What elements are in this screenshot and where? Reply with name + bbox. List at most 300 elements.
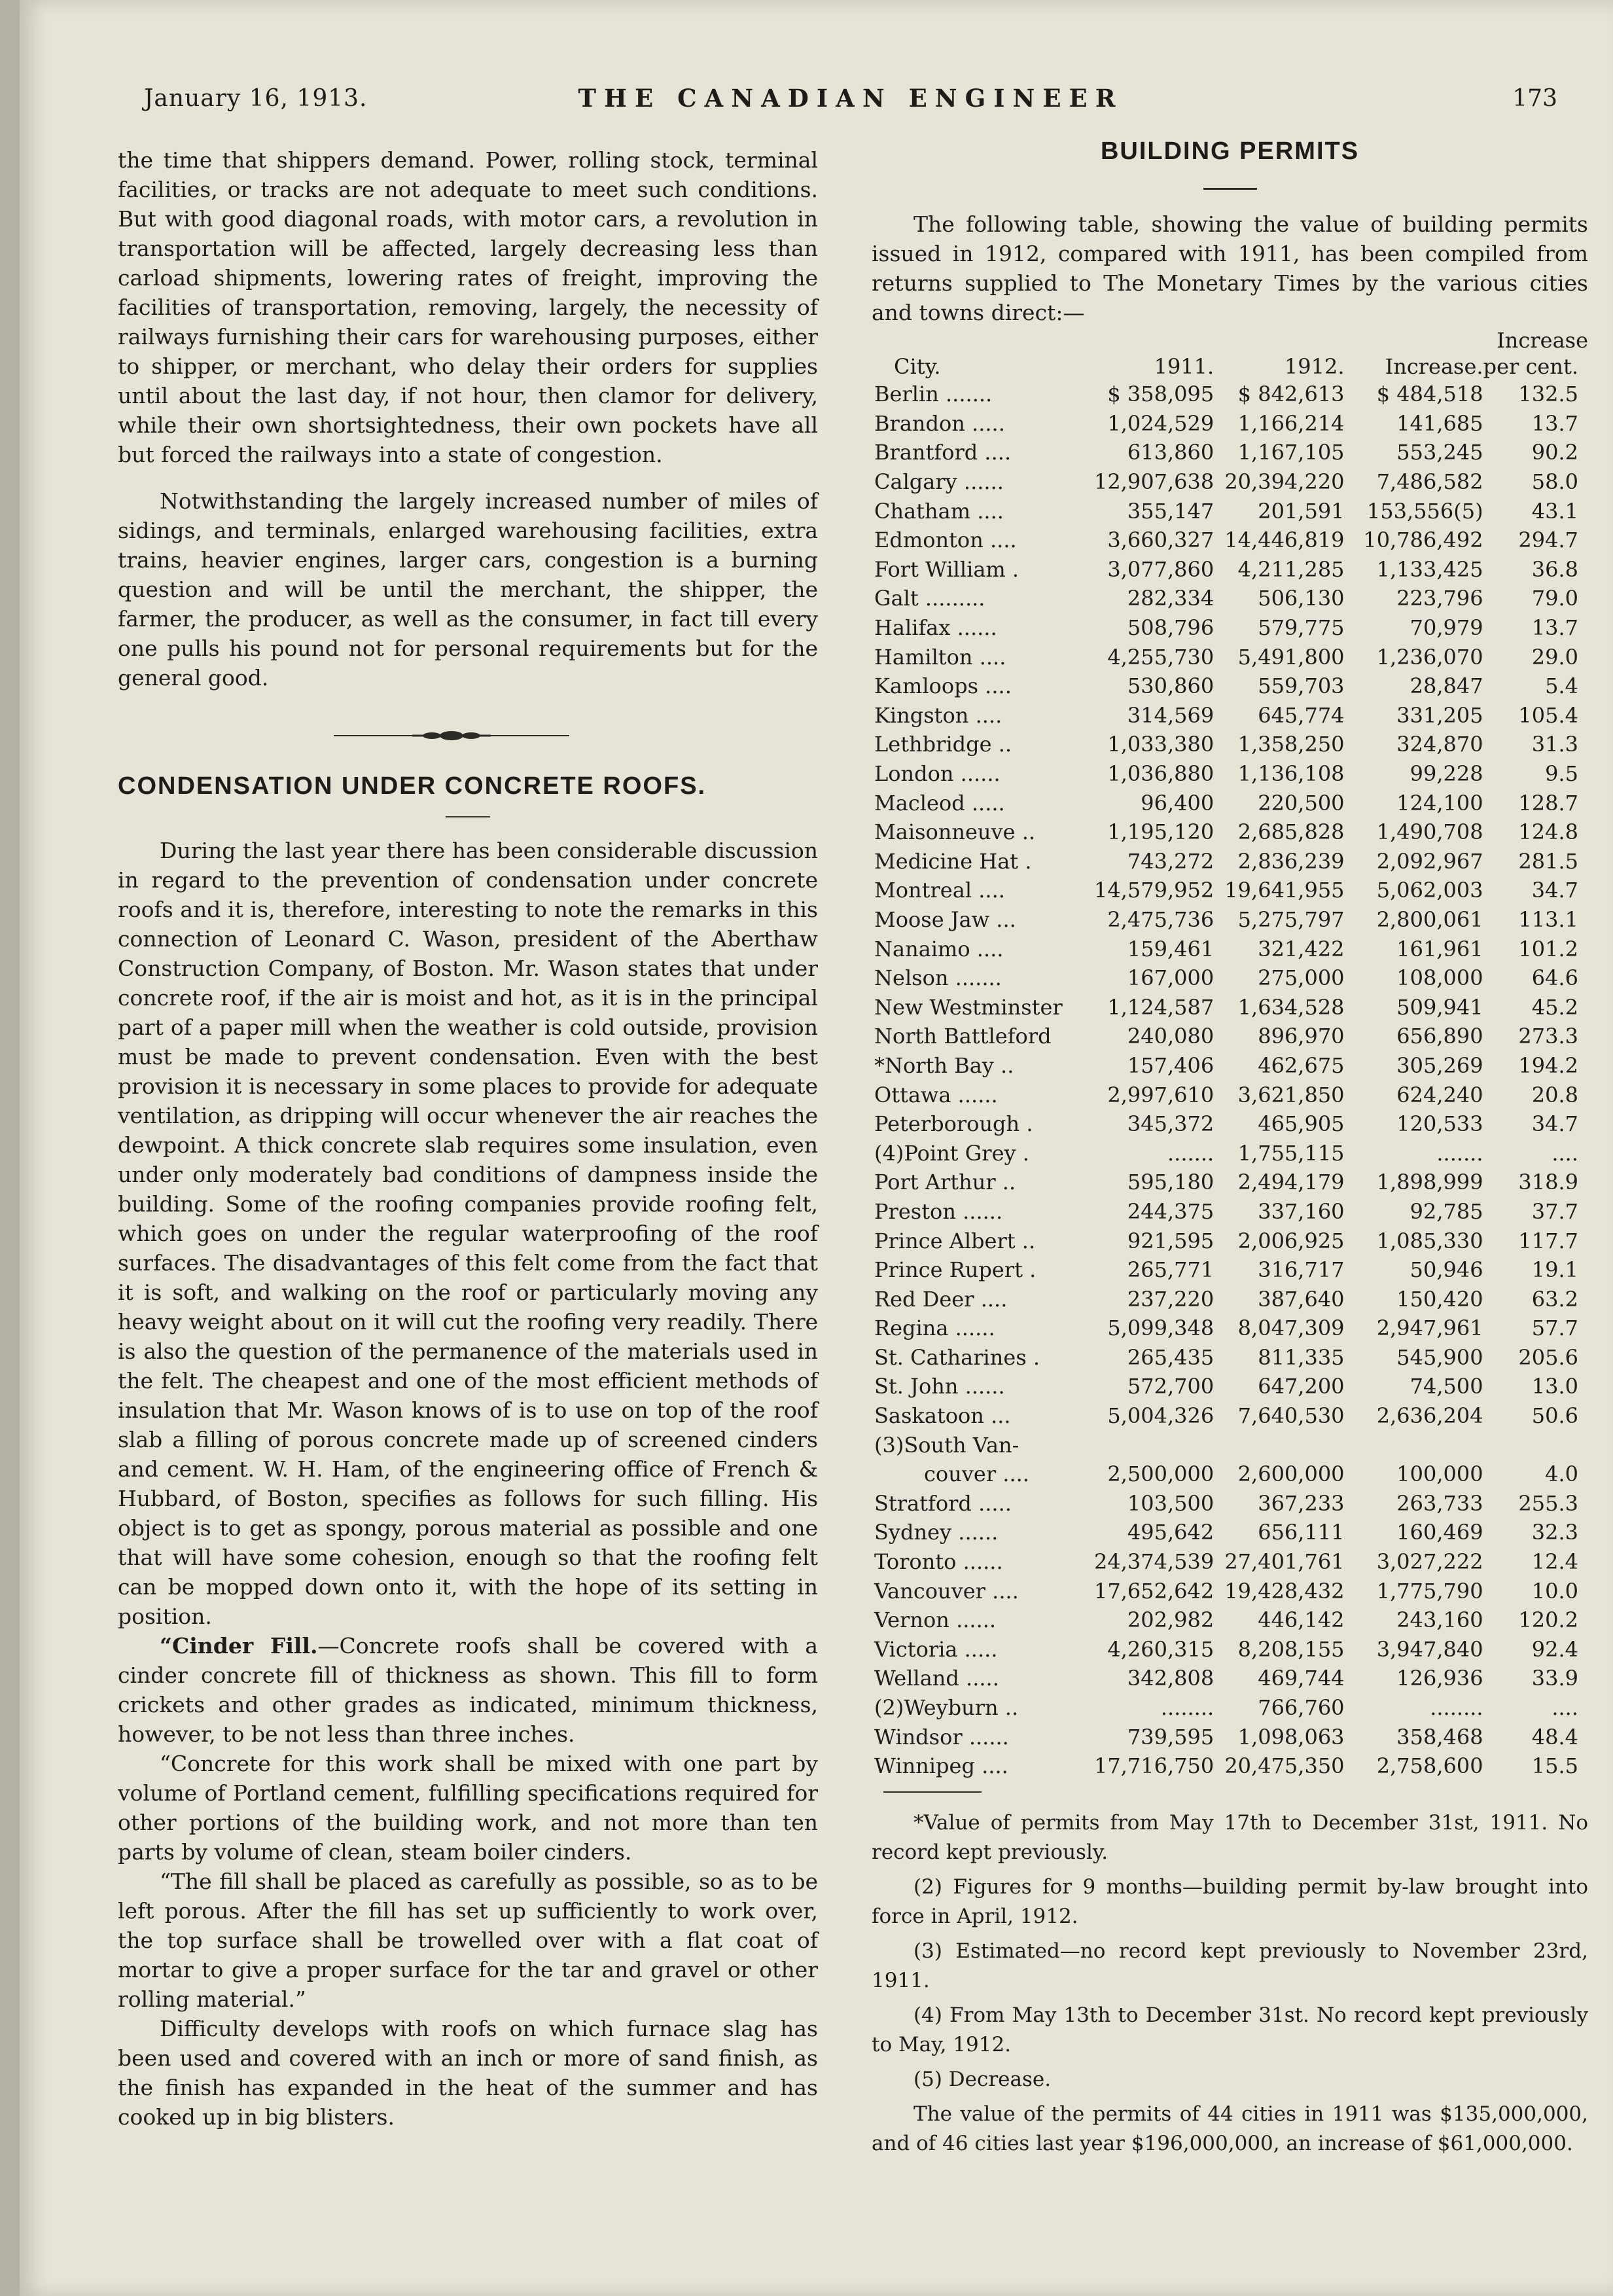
table-row xyxy=(872,555,1578,584)
cell-city: Edmonton .... xyxy=(874,528,1017,553)
cell-1912: 506,130 xyxy=(1258,586,1345,611)
cell-percent: 34.7 xyxy=(1531,878,1578,903)
cell-1911: 14,579,952 xyxy=(1093,878,1214,903)
column-header-1912: 1912. xyxy=(1284,354,1345,379)
cell-1912: 20,475,350 xyxy=(1224,1753,1345,1779)
table-row xyxy=(872,642,1578,672)
cell-percent: 15.5 xyxy=(1531,1753,1578,1779)
cell-1911: 96,400 xyxy=(1141,790,1214,816)
table-row xyxy=(872,613,1578,643)
table-row xyxy=(872,759,1578,789)
table-row xyxy=(872,876,1578,905)
table-row xyxy=(872,1693,1578,1723)
cell-1911: 265,771 xyxy=(1127,1257,1214,1283)
cell-city: Saskatoon ... xyxy=(874,1403,1011,1429)
cell-increase: 1,898,999 xyxy=(1376,1170,1483,1195)
cell-percent: 43.1 xyxy=(1531,498,1578,524)
cell-increase: 545,900 xyxy=(1396,1344,1483,1370)
cell-1911: 5,004,326 xyxy=(1107,1403,1214,1429)
cell-increase: 74,500 xyxy=(1409,1374,1483,1399)
cell-1912: 1,755,115 xyxy=(1237,1140,1345,1166)
cell-increase xyxy=(1345,1430,1483,1460)
cell-1911: 202,982 xyxy=(1127,1607,1214,1633)
table-row xyxy=(872,1518,1578,1547)
cell-1911: 2,475,736 xyxy=(1107,906,1214,932)
cell-percent: 255.3 xyxy=(1518,1490,1578,1516)
cell-percent: 194.2 xyxy=(1518,1052,1578,1078)
table-row xyxy=(872,1576,1578,1605)
cell-1912: 316,717 xyxy=(1258,1257,1345,1283)
cell-1911: 613,860 xyxy=(1127,440,1214,465)
cell-city: Brantford .... xyxy=(874,440,1012,465)
table-row xyxy=(872,1372,1578,1401)
article-paragraph: During the last year there has been considerable discussion in regard to the prevention of condensation under concrete roofs and it is, therefore, interesting to note the remarks in this connection of Leonard C. Wason, president of the Aberthaw Construction Company, of Boston. Mr. Wason states that under concrete roof, if the air is moist and hot, as it is in the principal part of a paper mill when the weather is cold outside, provision must be made to prevent condensation. Even with the best provision it is necessary in some places to provide for adequate ventilation, as dripping will occur whenever the air reaches the dewpoint. A thick concrete slab requires some insulation, even under only moderately bad conditions of dampness inside the building. Some of the roofing companies provide roofing felt, which goes on under the regular waterproofing of the roof surfaces. The disadvantages of this felt come from the fact that it is soft, and walking on the roof or particularly moving any heavy weight about on it will cut the roofing very readily. There is also the question of the permanence of the materials used in the felt. The cheapest and one of the most efficient methods of insulation that Mr. Wason knows of is to use on top of the roof slab a filling of porous concrete made up of screened cinders and cement. W. H. Ham, of the engineering office of French & Hubbard, of Boston, specifies as follows for such filling. His object is to get as spongy, porous material as possible and one that will have some cohesion, enough so that the roofing felt can be mopped down onto it, with the hope of its setting in position. xyxy=(118,838,818,1629)
cell-1912: 647,200 xyxy=(1258,1374,1345,1399)
cell-percent: 37.7 xyxy=(1531,1198,1578,1224)
table-row xyxy=(872,1460,1578,1489)
table-row xyxy=(872,1664,1578,1693)
cell-increase: 305,269 xyxy=(1396,1052,1483,1078)
column-header-city: City. xyxy=(894,354,941,379)
cell-percent: 132.5 xyxy=(1518,382,1578,407)
cell-1912: 766,760 xyxy=(1258,1695,1345,1721)
cell-city: Galt ......... xyxy=(874,586,985,611)
cell-1911: 314,569 xyxy=(1127,702,1214,728)
cell-1912 xyxy=(1214,1430,1344,1460)
page-header xyxy=(144,85,1557,124)
cell-increase: 324,870 xyxy=(1396,732,1483,757)
left-column xyxy=(118,145,818,2132)
cell-increase: 10,786,492 xyxy=(1363,528,1483,553)
cell-percent: 90.2 xyxy=(1531,440,1578,465)
cell-1911: ........ xyxy=(1160,1695,1214,1721)
cell-1912: 811,335 xyxy=(1258,1344,1345,1370)
table-row xyxy=(872,1022,1578,1051)
cell-city: Macleod ..... xyxy=(874,790,1005,816)
table-row xyxy=(872,438,1578,467)
quote-paragraph: “The fill shall be placed as carefully as possible, so as to be left porous. After the fill has set up sufficiently to work over, the top surface shall be trowelled over with a flat coat of mortar to give a proper surface for the tar and gravel or other rolling material.” xyxy=(118,1869,818,2012)
cell-increase: 5,062,003 xyxy=(1376,878,1483,903)
cell-1911: 244,375 xyxy=(1127,1198,1214,1224)
cell-city: Fort William . xyxy=(874,556,1019,582)
cell-increase: 124,100 xyxy=(1396,790,1483,816)
cell-increase: 150,420 xyxy=(1396,1286,1483,1312)
cell-percent: 113.1 xyxy=(1518,906,1578,932)
cell-1912: 579,775 xyxy=(1258,615,1345,641)
cell-increase: 656,890 xyxy=(1396,1024,1483,1049)
cell-city: Victoria ..... xyxy=(874,1636,998,1662)
cell-percent: 57.7 xyxy=(1531,1316,1578,1341)
cell-1911: 17,652,642 xyxy=(1093,1578,1214,1604)
table-row xyxy=(872,1197,1578,1227)
cell-1911: 4,260,315 xyxy=(1107,1636,1214,1662)
cell-1911: 3,660,327 xyxy=(1107,528,1214,553)
cell-1912: 20,394,220 xyxy=(1224,469,1345,495)
table-row xyxy=(872,1751,1578,1781)
table-footer-rule xyxy=(883,1791,982,1793)
cell-increase: 108,000 xyxy=(1396,965,1483,991)
cell-percent: 4.0 xyxy=(1545,1462,1578,1487)
cell-1911: 167,000 xyxy=(1127,965,1214,991)
cell-increase: 624,240 xyxy=(1396,1082,1483,1107)
cell-increase: 92,785 xyxy=(1409,1198,1483,1224)
cell-percent: 50.6 xyxy=(1531,1403,1578,1429)
table-row xyxy=(872,905,1578,935)
cell-1911: 921,595 xyxy=(1127,1228,1214,1253)
quote-paragraph: “Concrete for this work shall be mixed with one part by volume of Portland cement, fulfilling specifications required for other portions of the building work, and not more than ten parts by volume of clean, steam boiler cinders. xyxy=(118,1751,818,1865)
table-row xyxy=(872,1314,1578,1343)
cinder-fill-paragraph xyxy=(118,1631,818,1749)
table-row xyxy=(872,672,1578,701)
cell-increase: 50,946 xyxy=(1409,1257,1483,1283)
cell-1911: 3,077,860 xyxy=(1107,556,1214,582)
cell-1912: 337,160 xyxy=(1258,1198,1345,1224)
cell-1912: 462,675 xyxy=(1258,1052,1345,1078)
cell-1911: 159,461 xyxy=(1127,936,1214,961)
cell-city: Vancouver .... xyxy=(874,1578,1019,1604)
cell-increase: 120,533 xyxy=(1396,1111,1483,1137)
cell-increase: 3,027,222 xyxy=(1376,1549,1483,1575)
title-rule xyxy=(446,816,490,817)
cell-city: Red Deer .... xyxy=(874,1286,1008,1312)
cell-1911: ....... xyxy=(1167,1140,1214,1166)
table-row xyxy=(872,1168,1578,1197)
cell-1911: 5,099,348 xyxy=(1107,1316,1214,1341)
cell-percent: 13.0 xyxy=(1531,1374,1578,1399)
journal-title: THE CANADIAN ENGINEER xyxy=(578,84,1124,113)
column-header-increase: Increase. xyxy=(1385,354,1483,379)
table-body xyxy=(872,380,1578,1781)
table-row xyxy=(872,1401,1578,1431)
cell-city: Lethbridge .. xyxy=(874,732,1012,757)
cell-percent: 58.0 xyxy=(1531,469,1578,495)
cell-city: (4)Point Grey . xyxy=(874,1140,1029,1166)
cell-percent: 45.2 xyxy=(1531,994,1578,1020)
cell-city: Winnipeg .... xyxy=(874,1753,1008,1779)
cell-percent: .... xyxy=(1551,1695,1578,1721)
cell-city: Windsor ...... xyxy=(874,1724,1009,1749)
cell-1912: 446,142 xyxy=(1258,1607,1345,1633)
cell-1911: 157,406 xyxy=(1127,1052,1214,1078)
cell-1912: 1,167,105 xyxy=(1237,440,1345,465)
cell-1911: 595,180 xyxy=(1127,1170,1214,1195)
cell-city: Kingston .... xyxy=(874,702,1002,728)
cell-increase: 153,556(5) xyxy=(1366,498,1483,524)
cell-city: Nanaimo .... xyxy=(874,936,1004,961)
cell-increase: $ 484,518 xyxy=(1376,382,1483,407)
cell-percent xyxy=(1483,1430,1578,1460)
table-row xyxy=(872,1722,1578,1751)
cell-percent: 34.7 xyxy=(1531,1111,1578,1137)
cell-increase: 2,947,961 xyxy=(1376,1316,1483,1341)
cell-city: Moose Jaw ... xyxy=(874,906,1016,932)
table-note: (2) Figures for 9 months—building permit by-law brought into force in April, 1912. xyxy=(872,1874,1588,1928)
cell-1911: 2,500,000 xyxy=(1107,1462,1214,1487)
cell-increase: 1,490,708 xyxy=(1376,819,1483,845)
cell-increase: 1,236,070 xyxy=(1376,644,1483,670)
cell-percent: 13.7 xyxy=(1531,615,1578,641)
cell-city: Vernon ...... xyxy=(874,1607,997,1633)
cell-1912: 321,422 xyxy=(1258,936,1345,961)
cell-city: *North Bay .. xyxy=(874,1052,1014,1078)
cell-increase: 1,085,330 xyxy=(1376,1228,1483,1253)
cell-1912: 896,970 xyxy=(1258,1024,1345,1049)
cell-1911: 355,147 xyxy=(1127,498,1214,524)
cell-1912: 8,208,155 xyxy=(1237,1636,1345,1662)
cell-increase: 160,469 xyxy=(1396,1520,1483,1545)
table-row xyxy=(872,1226,1578,1255)
cell-1911: 17,716,750 xyxy=(1093,1753,1214,1779)
cell-1911: 572,700 xyxy=(1127,1374,1214,1399)
cell-1911: 24,374,539 xyxy=(1093,1549,1214,1575)
cell-percent: 79.0 xyxy=(1531,586,1578,611)
cell-1911: 508,796 xyxy=(1127,615,1214,641)
cell-1911: 530,860 xyxy=(1127,673,1214,699)
cell-1912: 2,600,000 xyxy=(1237,1462,1345,1487)
cell-1912: 1,098,063 xyxy=(1237,1724,1345,1749)
table-intro: The following table, showing the value of building permits issued in 1912, compared with 1911, has been compiled from returns supplied to The Monetary Times by the various cities and towns direct:— xyxy=(872,211,1588,325)
cell-1911: 240,080 xyxy=(1127,1024,1214,1049)
table-row xyxy=(872,1605,1578,1635)
cell-1912: 1,358,250 xyxy=(1237,732,1345,757)
table-row xyxy=(872,847,1578,876)
cell-1912: 559,703 xyxy=(1258,673,1345,699)
cell-city: couver .... xyxy=(924,1462,1029,1487)
cell-percent: 31.3 xyxy=(1531,732,1578,757)
table-row xyxy=(872,1284,1578,1314)
cell-1912: 14,446,819 xyxy=(1224,528,1345,553)
cell-percent: .... xyxy=(1551,1140,1578,1166)
cell-percent: 281.5 xyxy=(1518,848,1578,874)
table-row xyxy=(872,934,1578,963)
cell-1911: 1,036,880 xyxy=(1107,761,1214,787)
cell-1911: 237,220 xyxy=(1127,1286,1214,1312)
cell-increase: 100,000 xyxy=(1396,1462,1483,1487)
continued-paragraph: Notwithstanding the largely increased number of miles of sidings, and terminals, enlarged warehousing facilities, extra trains, heavier engines, larger cars, congestion is a burning question and will be until the merchant, the shipper, the farmer, the producer, as well as the consumer, in fact till every one pulls his pound not for personal requirements but for the general good. xyxy=(118,488,818,691)
cell-percent: 33.9 xyxy=(1531,1666,1578,1691)
table-row xyxy=(872,1547,1578,1577)
cell-increase: 509,941 xyxy=(1396,994,1483,1020)
table-row xyxy=(872,730,1578,759)
cell-city: Berlin ....... xyxy=(874,382,993,407)
cell-1912: 2,836,239 xyxy=(1237,848,1345,874)
table-row xyxy=(872,1080,1578,1109)
cell-percent: 117.7 xyxy=(1518,1228,1578,1253)
cell-1912: 5,275,797 xyxy=(1237,906,1345,932)
cell-1912: 656,111 xyxy=(1258,1520,1345,1545)
cell-city: Montreal .... xyxy=(874,878,1005,903)
cell-1912: 27,401,761 xyxy=(1224,1549,1345,1575)
table-note: The value of the permits of 44 cities in 1911 was $135,000,000, and of 46 cities last year $196,000,000, an increase of $61,000,000. xyxy=(872,2102,1588,2155)
table-header-row xyxy=(872,353,1578,380)
cell-city: Calgary ...... xyxy=(874,469,1004,495)
cell-1912: 19,641,955 xyxy=(1224,878,1345,903)
cell-city: Hamilton .... xyxy=(874,644,1006,670)
cell-increase: 263,733 xyxy=(1396,1490,1483,1516)
cell-1912: 7,640,530 xyxy=(1237,1403,1345,1429)
cell-percent: 48.4 xyxy=(1531,1724,1578,1749)
cell-1912: 469,744 xyxy=(1258,1666,1345,1691)
issue-date: January 16, 1913. xyxy=(144,85,368,112)
cinder-fill-lead: “Cinder Fill. xyxy=(160,1633,318,1659)
cell-city: New Westminster xyxy=(874,994,1063,1020)
cell-1911: 103,500 xyxy=(1127,1490,1214,1516)
cell-1912: 1,634,528 xyxy=(1237,994,1345,1020)
cell-city: Prince Albert .. xyxy=(874,1228,1036,1253)
cell-increase: 141,685 xyxy=(1396,410,1483,436)
cell-1911: 2,997,610 xyxy=(1107,1082,1214,1107)
cell-city: Sydney ...... xyxy=(874,1520,999,1545)
cell-1912: 367,233 xyxy=(1258,1490,1345,1516)
cell-city: Toronto ...... xyxy=(874,1549,1003,1575)
table-row xyxy=(872,701,1578,730)
table-note: *Value of permits from May 17th to December 31st, 1911. No record kept previously. xyxy=(872,1810,1588,1864)
cell-city: (3)South Van- xyxy=(874,1432,1019,1458)
cell-percent: 105.4 xyxy=(1518,702,1578,728)
building-permits-table xyxy=(872,353,1578,1781)
cell-city: St. John ...... xyxy=(874,1374,1005,1399)
cell-city: Nelson ....... xyxy=(874,965,1002,991)
cell-1911: 1,033,380 xyxy=(1107,732,1214,757)
building-permits-title: BUILDING PERMITS xyxy=(1100,137,1360,165)
table-row xyxy=(872,584,1578,613)
cell-percent: 29.0 xyxy=(1531,644,1578,670)
cell-increase: ........ xyxy=(1430,1695,1483,1721)
cell-increase: 2,758,600 xyxy=(1376,1753,1483,1779)
cell-percent: 32.3 xyxy=(1531,1520,1578,1545)
table-row xyxy=(872,963,1578,993)
cell-1911: 1,124,587 xyxy=(1107,994,1214,1020)
cell-percent: 12.4 xyxy=(1531,1549,1578,1575)
cell-percent: 92.4 xyxy=(1531,1636,1578,1662)
cell-increase: 3,947,840 xyxy=(1376,1636,1483,1662)
cell-1911: 282,334 xyxy=(1127,586,1214,611)
page-number: 173 xyxy=(1512,85,1557,112)
table-row xyxy=(872,380,1578,409)
article-title: CONDENSATION UNDER CONCRETE ROOFS. xyxy=(118,772,707,800)
cell-city: Port Arthur .. xyxy=(874,1170,1016,1195)
cell-1912: 19,428,432 xyxy=(1224,1578,1345,1604)
cell-city: (2)Weyburn .. xyxy=(874,1695,1019,1721)
cell-city: London ...... xyxy=(874,761,1001,787)
table-row xyxy=(872,496,1578,526)
cell-1912: 2,006,925 xyxy=(1237,1228,1345,1253)
cell-1912: 387,640 xyxy=(1258,1286,1345,1312)
cell-increase: 28,847 xyxy=(1409,673,1483,699)
cell-increase: 358,468 xyxy=(1396,1724,1483,1749)
cell-city: Prince Rupert . xyxy=(874,1257,1037,1283)
cell-city: Maisonneuve .. xyxy=(874,819,1036,845)
cell-increase: 223,796 xyxy=(1396,586,1483,611)
cell-city: St. Catharines . xyxy=(874,1344,1040,1370)
cell-1912: 2,685,828 xyxy=(1237,819,1345,845)
cell-increase: 1,133,425 xyxy=(1376,556,1483,582)
cell-percent: 101.2 xyxy=(1518,936,1578,961)
table-row xyxy=(872,1138,1578,1168)
cell-1911: 495,642 xyxy=(1127,1520,1214,1545)
cell-1912: 465,905 xyxy=(1258,1111,1345,1137)
cell-1912: 8,047,309 xyxy=(1237,1316,1345,1341)
cell-increase: 2,636,204 xyxy=(1376,1403,1483,1429)
cell-percent: 318.9 xyxy=(1518,1170,1578,1195)
cell-1911: 12,907,638 xyxy=(1093,469,1214,495)
cell-increase: 2,092,967 xyxy=(1376,848,1483,874)
table-row xyxy=(872,1635,1578,1664)
table-note: (4) From May 13th to December 31st. No record kept previously to May, 1912. xyxy=(872,2003,1588,2056)
cell-city: Kamloops .... xyxy=(874,673,1012,699)
cell-increase: 331,205 xyxy=(1396,702,1483,728)
column-header-1911: 1911. xyxy=(1154,354,1214,379)
cell-1912: 4,211,285 xyxy=(1237,556,1345,582)
cell-1912: 1,136,108 xyxy=(1237,761,1345,787)
column-header-percent: per cent. xyxy=(1483,354,1578,379)
cell-1912: 2,494,179 xyxy=(1237,1170,1345,1195)
cell-1912: 3,621,850 xyxy=(1237,1082,1345,1107)
cell-percent: 9.5 xyxy=(1545,761,1578,787)
cell-city: Welland ..... xyxy=(874,1666,999,1691)
cell-increase: 126,936 xyxy=(1396,1666,1483,1691)
cell-increase: 553,245 xyxy=(1396,440,1483,465)
cell-1911: 342,808 xyxy=(1127,1666,1214,1691)
cell-city: Medicine Hat . xyxy=(874,848,1032,874)
cell-1912: 220,500 xyxy=(1258,790,1345,816)
cell-city: Regina ...... xyxy=(874,1316,995,1341)
cell-increase: 7,486,582 xyxy=(1376,469,1483,495)
cell-percent: 63.2 xyxy=(1531,1286,1578,1312)
cell-1911: 4,255,730 xyxy=(1107,644,1214,670)
table-row xyxy=(872,1343,1578,1372)
cell-percent: 64.6 xyxy=(1531,965,1578,991)
cell-1911: 345,372 xyxy=(1127,1111,1214,1137)
title-rule xyxy=(1203,188,1257,190)
cell-1912: $ 842,613 xyxy=(1237,382,1345,407)
table-row xyxy=(872,788,1578,817)
cell-city: Brandon ..... xyxy=(874,410,1005,436)
table-row xyxy=(872,1255,1578,1285)
cell-city: Preston ...... xyxy=(874,1198,1003,1224)
table-row xyxy=(872,409,1578,439)
cell-percent: 124.8 xyxy=(1518,819,1578,845)
cell-1912: 201,591 xyxy=(1258,498,1345,524)
table-row xyxy=(872,992,1578,1022)
cell-1912: 5,491,800 xyxy=(1237,644,1345,670)
cell-percent: 36.8 xyxy=(1531,556,1578,582)
table-row xyxy=(872,1051,1578,1081)
cinder-fill-text: —Concrete roofs shall be covered with a cinder concrete fill of thickness as shown. This fill to form crickets and other grades as indicated, minimum thickness, however, to be not less than three inches. xyxy=(118,1633,818,1747)
article-paragraph: Difficulty develops with roofs on which furnace slag has been used and covered with an inch or more of sand finish, as the finish has expanded in the heat of the summer and has cooked up in big blisters. xyxy=(118,2016,818,2130)
right-column xyxy=(872,137,1588,2164)
cell-city: Ottawa ...... xyxy=(874,1082,998,1107)
cell-increase: ....... xyxy=(1436,1140,1483,1166)
cell-percent: 19.1 xyxy=(1531,1257,1578,1283)
cell-1911: 1,024,529 xyxy=(1107,410,1214,436)
cell-percent: 10.0 xyxy=(1531,1578,1578,1604)
cell-1911: 743,272 xyxy=(1127,848,1214,874)
table-row xyxy=(872,1489,1578,1518)
continued-paragraph: the time that shippers demand. Power, rolling stock, terminal facilities, or tracks are not adequate to meet such conditions. But with good diagonal roads, with motor cars, a revolution in transportation will be affected, largely decreasing less than carload shipments, lowering rates of freight, improving the facilities of transportation, removing, largely, the necessity of railways furnishing their cars for warehousing purposes, either to shipper, or merchant, who delay their orders for supplies until about the last day, if not hour, then clamor for delivery, while their own shortsightedness, their own pockets have all but forced the railways into a state of congestion. xyxy=(118,147,818,467)
cell-city: Chatham .... xyxy=(874,498,1004,524)
column-header-increase: Increase xyxy=(1497,328,1588,353)
cell-1912: 275,000 xyxy=(1258,965,1345,991)
cell-city: Halifax ...... xyxy=(874,615,997,641)
cell-percent: 128.7 xyxy=(1518,790,1578,816)
cell-increase: 1,775,790 xyxy=(1376,1578,1483,1604)
cell-increase: 99,228 xyxy=(1409,761,1483,787)
cell-percent: 5.4 xyxy=(1545,673,1578,699)
section-divider-ornament xyxy=(118,719,818,758)
cell-1911: 1,195,120 xyxy=(1107,819,1214,845)
cell-increase: 70,979 xyxy=(1409,615,1483,641)
